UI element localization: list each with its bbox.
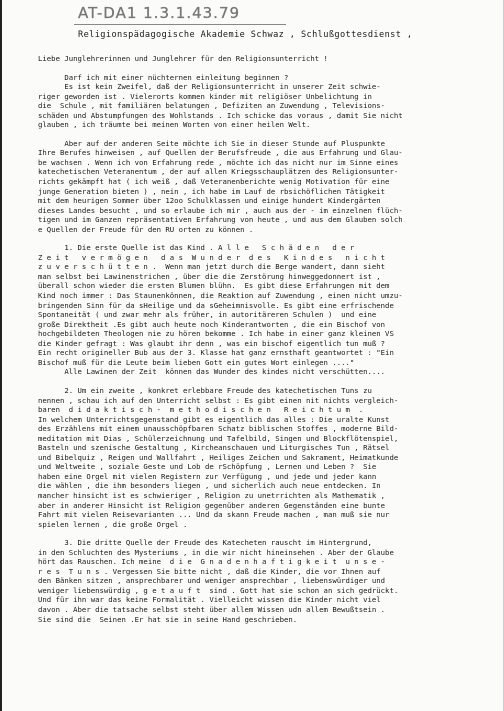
text-line: die Kinder gefragt : Was glaubt ihr denn , was ein bischof eigentlich tun muß ? (38, 338, 386, 348)
text-line: und Weltweite , soziale Geste und Lob de rSchöpfung , Lernen und Leben ? Sie (38, 462, 377, 472)
text-line: Darf ich mit einer nüchternen einleitung beginnen ? (38, 72, 289, 82)
paragraph-quelle-2 (38, 386, 494, 529)
text-line: glauben , ich träumte bei meinen Worten von einer heilen Welt. (38, 120, 311, 130)
text-line: in den Schluchten des Mysteriums , in die wir nicht hineinsehen . Aber der Glaube (38, 547, 394, 557)
text-line: große Direktheit .Es gibt auch heute noch Kinderantworten , die ein Bischof von (38, 319, 386, 329)
text-line: Liebe Junglehrerinnen und Junglehrer für den Religionsunterricht ! (38, 54, 328, 63)
text-line: r e s T u n s . Vergessen Sie bitte nicht , daß die Kinder, die vor Ihnen auf (38, 566, 381, 576)
document-heading: Religionspädagogische Akademie Schwaz , Schlußgottesdienst , (78, 30, 413, 40)
text-line: den Bänken sitzen , ansprechbarer und weniger ansprechbar , liebenswürdiger und (38, 576, 386, 586)
paragraph-pluspunkte (38, 139, 494, 234)
text-line: davon . Aber die tatsache selbst steht über allem Wissen udn allem Bewußtsein . (38, 604, 386, 614)
text-line: schäden und Abstumpfungen des Wohlstands . Ich schicke das voraus , damit Sie nicht (38, 110, 403, 120)
stamp-underline (74, 24, 286, 25)
text-line: Es ist kein Zweifel, daß der Religionsunterricht in unserer Zeit schwie- (38, 82, 381, 92)
text-line: e Quellen der Freude für den RU orten zu können . (38, 224, 254, 234)
text-line: tigen und im Ganzen repräsentativen Erfahrung von heute , und aus dem Glauben solch (38, 215, 403, 225)
text-line: junge Generation bieten ) , nein , ich habe im Lauf de rbsichöflichen Tätigkeit (38, 186, 386, 196)
text-line: haben eine Orgel mit vielen Registern zur Verfügung , und jede und jeder kann (38, 471, 377, 481)
text-line: dieses Landes besucht , und so erlaube ich mir , auch aus der - im einzelnen flüch- (38, 205, 403, 215)
text-line: meditation mit Dias , Schülerzeichnung und Tafelbild, Singen und Blockflötenspiel, (38, 433, 399, 443)
text-line: die Schule , mit familiären belatungen , Defiziten an Zuwendung , Televisions- (38, 101, 386, 111)
paragraph-quelle-3 (38, 538, 494, 624)
text-line: be wachsen . Wenn ich von Erfahrung rede , möchte ich das nicht nur im Sinne eines (38, 157, 399, 167)
document-body (38, 54, 494, 624)
text-line: 2. Um ein zweite , konkret erlebbare Freude des katechetischen Tuns zu (38, 385, 372, 395)
text-line: Kind noch immer : Das Staunenkönnen, die Reaktion auf Zuwendung , einen nicht umzu- (38, 291, 403, 301)
text-line: bringenden Sinn für da sHeilige und da sGeheimnisvolle. Es gibt eine erfrischende (38, 300, 394, 310)
text-line: z u v e r s c h ü t t e n . Wenn man jetzt durch die Berge wandert, dann sieht (38, 262, 386, 272)
text-line: überall schon wieder die ersten Blumen blühn. Es gibt diese Erfahrungen mit dem (38, 281, 390, 291)
paragraph-quelle-1 (38, 243, 494, 377)
text-line: baren d i d a k t i s c h - m e t h o d i s c h e n R e i c h t u m . (38, 405, 364, 415)
text-line: hört das Rauschen. Ich meine d i e G n a d e n h a f t i g k e i t u n s e - (38, 557, 386, 567)
text-line: des Erzählens mit einem unausschöpfbaren Schatz biblischen Stoffes , moderne Bild- (38, 424, 399, 434)
text-line: In welchem Unterrichtsgegenstand gibt es eigentlich das alles : Die uralte Kunst (38, 414, 390, 424)
text-line: Bischof muß für die Leute beim lieben Gott ein gutes Wort einlegen ...." (38, 357, 355, 367)
text-line: Z e i t v e r m ö g e n d a s W u n d e r d e s K i n d e s n i c h t (38, 252, 386, 262)
text-line: aber in anderer Hinsicht ist Religion gegenüber anderen Gegenständen eine bunte (38, 500, 386, 510)
text-line: riger geworden ist . Vielerorts kommen kinder mit religiöser Unbelichtung in (38, 91, 372, 101)
text-line: Fahrt mit vielen Reisevarianten ... Und da skann Freude machen , man muß sie nur (38, 510, 390, 520)
paragraph-intro (38, 73, 494, 130)
text-line: Ein recht origineller Bub aus der 3. Klasse hat ganz ernsthaft geantwortet : "Ein (38, 348, 394, 358)
text-line: Ihre Berufes hinweisen , auf Quellen der Berufsfreude , die aus Erfahrung und Glau- (38, 148, 403, 158)
paragraph-salutation (38, 54, 494, 64)
text-line: 1. Die erste Quelle ist das Kind . A l l e S c h ä d e n d e r (38, 243, 355, 253)
text-line: Spontaneität ( und zwar mehr als früher, in autoritäreren Schulen ) und eine (38, 310, 377, 320)
text-line: mit dem heurigen Sommer über 12oo Schulklassen und einige hundert Kindergärten (38, 196, 381, 206)
text-line: spielen lernen , die große Orgel . (38, 519, 188, 529)
archive-stamp: AT-DA1 1.3.1.43.79 (78, 4, 241, 22)
text-line: nennen , schau ich auf den Unterricht selbst : Es gibt einen nit nichts vergleich- (38, 395, 399, 405)
text-line: Und für ihn war das keine Formalität . Vielleicht wissen die Kinder nicht viel (38, 595, 381, 605)
text-line: Aber auf der anderen Seite möchte ich Sie in dieser Stunde auf Pluspunkte (38, 138, 386, 148)
text-line: Sie sind die Seinen .Er hat sie in seine Hand geschrieben. (38, 614, 298, 624)
text-line: hochgebildeten Theologen nie zu hören bekomme . Ich habe in einer ganz kleinen VS (38, 329, 394, 339)
text-line: 3. Die dritte Quelle der Freude des Katecheten rauscht im Hintergrund, (38, 538, 372, 548)
text-line: Basteln und szenische Gestaltung , Kircheanschauen und Liturgisches Tun , Rätsel (38, 443, 390, 453)
text-line: mancher hinsicht ist es schwieriger , Religion zu unetrrichten als Mathematik , (38, 490, 386, 500)
text-line: weniger liebenswürdig , g e t a u f t sind . Gott hat sie schon an sich gedrückt. (38, 585, 399, 595)
text-line: katechetischen Veteranentum , der auf allen Kriegsschauplätzen des Religionsunter- (38, 167, 399, 177)
text-line: richts gekämpft hat ( ich weiß , daß Veteranenberichte wenig Motivation für eine (38, 177, 390, 187)
text-line: man selbst bei Lawinenstrichen , über die die Zerstörung hinweggedonnert ist , (38, 271, 381, 281)
text-line: die wählen , die ihm besonders liegen , und sicherlich auch neue entdecken. In (38, 481, 381, 491)
text-line: und Bibelquiz , Reigen und Wallfahrt , Heiliges Zeichen und Sakrament, Heimatkunde (38, 452, 399, 462)
text-line: Alle Lawinen der Zeit können das Wunder des kindes nicht verschütten.... (38, 367, 386, 377)
